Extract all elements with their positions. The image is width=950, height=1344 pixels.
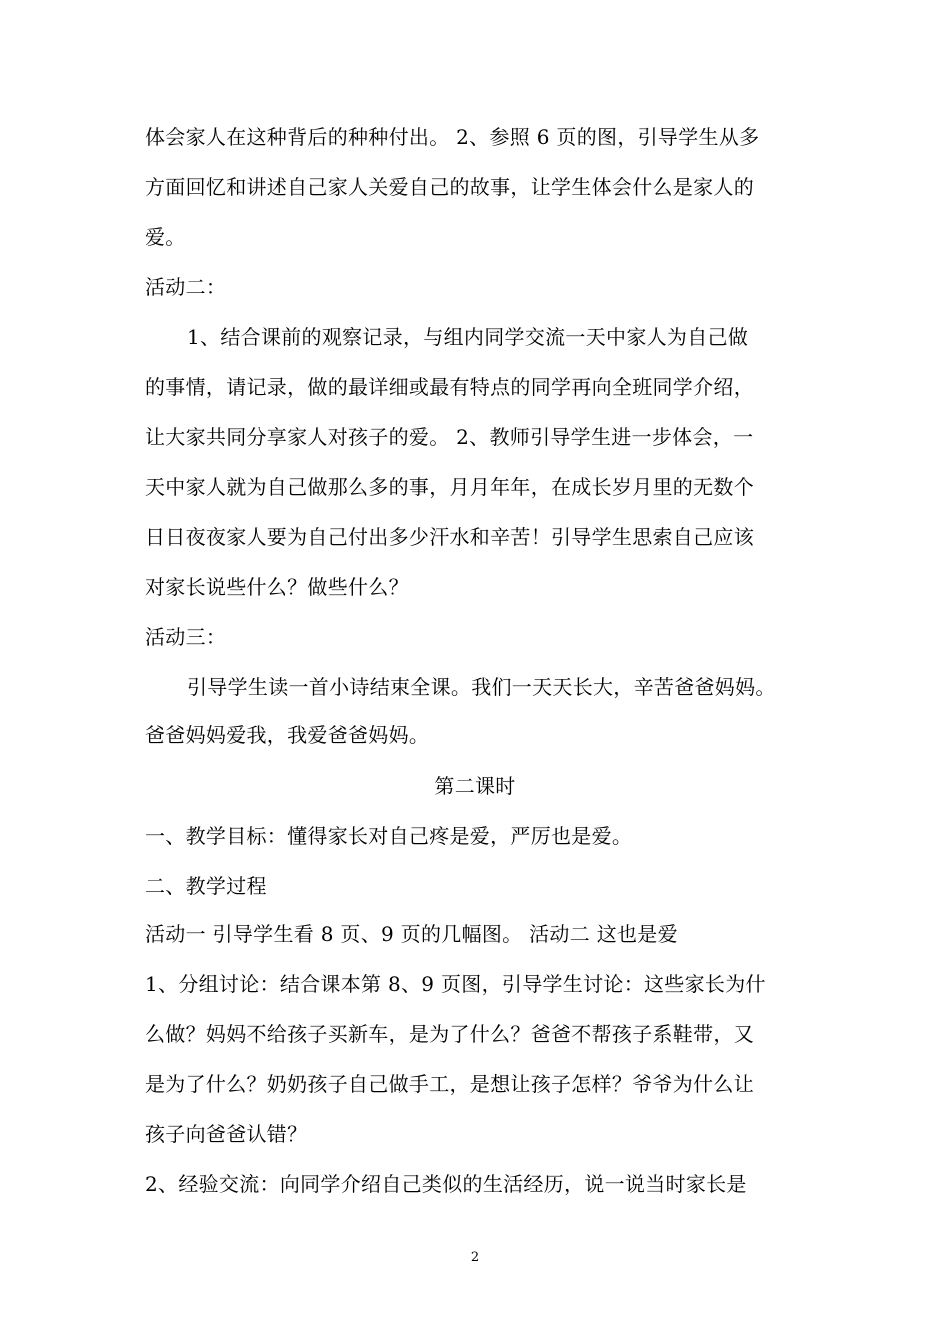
- page-number: 2: [470, 1250, 480, 1265]
- lesson-title: 第二课时: [434, 774, 516, 798]
- text-line: 对家长说些什么？做些什么？: [145, 575, 409, 599]
- text-line: 的事情，请记录，做的最详细或最有特点的同学再向全班同学介绍，: [145, 375, 754, 399]
- text-line: 孩子向爸爸认错？: [145, 1122, 308, 1146]
- section-heading: 活动三：: [145, 625, 227, 649]
- section-heading: 活动二：: [145, 275, 227, 299]
- text-line: 一、教学目标：懂得家长对自己疼是爱，严厉也是爱。: [145, 824, 633, 848]
- text-line: 是为了什么？奶奶孩子自己做手工，是想让孩子怎样？爷爷为什么让: [145, 1072, 754, 1096]
- text-line: 让大家共同分享家人对孩子的爱。 2、教师引导学生进一步体会，一: [145, 425, 754, 449]
- text-line: 么做？妈妈不给孩子买新车，是为了什么？爸爸不帮孩子系鞋带，又: [145, 1022, 754, 1046]
- text-line: 爱。: [145, 225, 186, 249]
- text-line: 1、结合课前的观察记录，与组内同学交流一天中家人为自己做: [187, 325, 749, 349]
- text-line: 方面回忆和讲述自己家人关爱自己的故事，让学生体会什么是家人的: [145, 175, 754, 199]
- text-line: 天中家人就为自己做那么多的事，月月年年，在成长岁月里的无数个: [145, 475, 754, 499]
- text-line: 日日夜夜家人要为自己付出多少汗水和辛苦！引导学生思索自己应该: [145, 525, 754, 549]
- text-line: 1、分组讨论：结合课本第 8、9 页图，引导学生讨论：这些家长为什: [145, 972, 766, 996]
- text-line: 引导学生读一首小诗结束全课。我们一天天长大，辛苦爸爸妈妈。: [187, 675, 776, 699]
- text-line: 活动一 引导学生看 8 页、9 页的几幅图。 活动二 这也是爱: [145, 922, 678, 946]
- text-line: 体会家人在这种背后的种种付出。 2、参照 6 页的图，引导学生从多: [145, 125, 760, 149]
- text-line: 2、经验交流：向同学介绍自己类似的生活经历，说一说当时家长是: [145, 1172, 747, 1196]
- text-line: 二、教学过程: [145, 874, 267, 898]
- text-line: 爸爸妈妈爱我，我爱爸爸妈妈。: [145, 723, 430, 747]
